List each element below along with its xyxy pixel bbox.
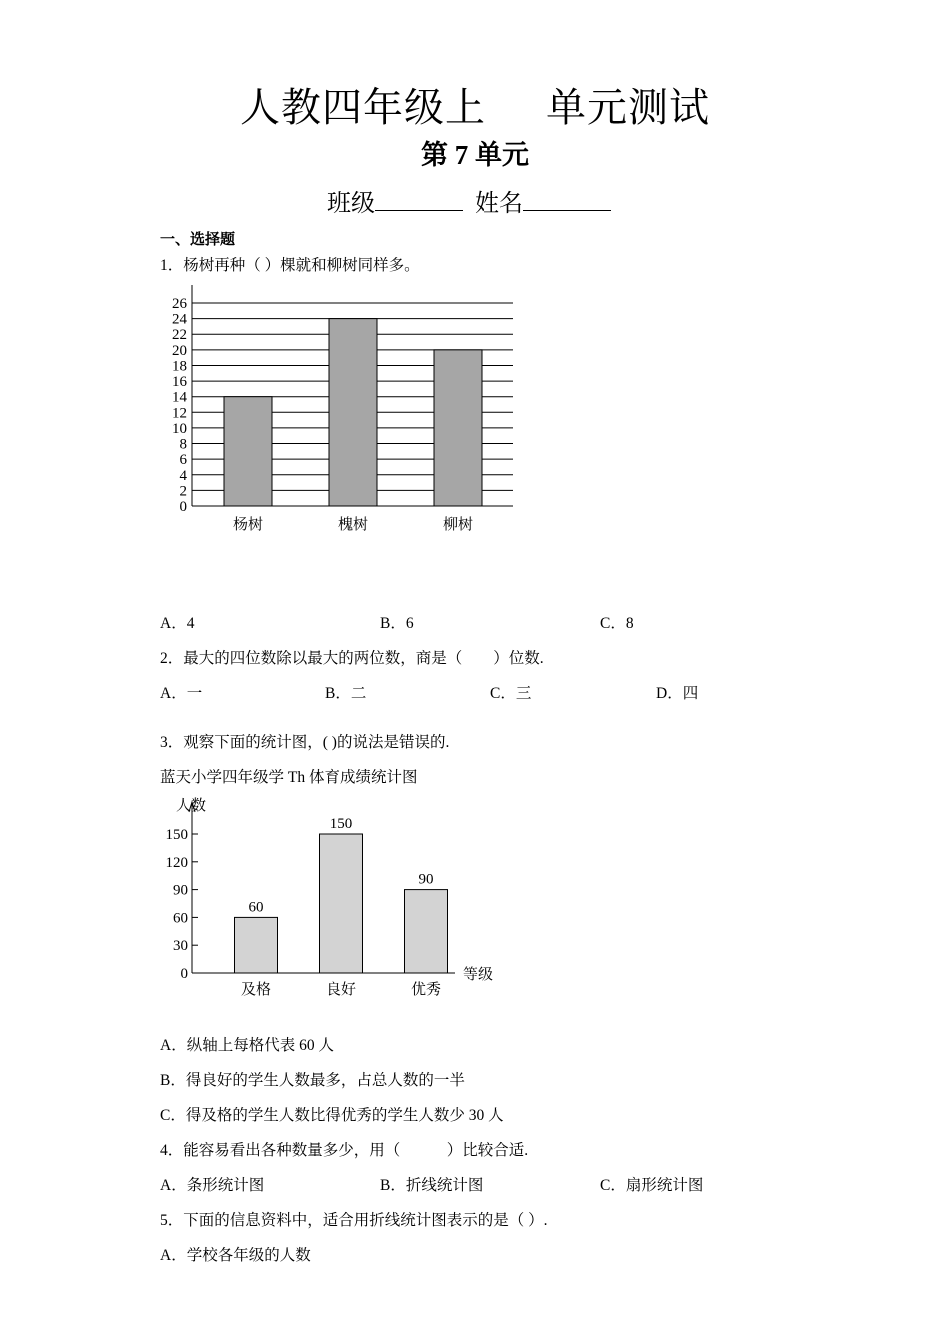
x-category-label: 柳树: [442, 515, 474, 533]
y-tick-label: 90: [173, 882, 188, 899]
y-tick-label: 18: [172, 358, 187, 375]
question-4: 4．能容易看出各种数量多少，用（ ）比较合适.: [160, 1142, 529, 1159]
q2-option-c[interactable]: C．三: [490, 685, 532, 702]
y-tick-label: 2: [179, 483, 187, 500]
data-label: 90: [418, 871, 434, 888]
question-5: 5．下面的信息资料中，适合用折线统计图表示的是（ ）.: [160, 1212, 548, 1229]
question-2: 2．最大的四位数除以最大的两位数，商是（ ）位数.: [160, 650, 544, 667]
q4-option-a[interactable]: A．条形统计图: [160, 1177, 265, 1194]
y-tick-label: 22: [172, 327, 187, 344]
x-category-label: 及格: [240, 980, 272, 998]
q3-option-b[interactable]: B．得良好的学生人数最多，占总人数的一半: [160, 1072, 465, 1089]
q1-option-b[interactable]: B．6: [380, 615, 414, 632]
q2-option-d[interactable]: D．四: [656, 685, 699, 702]
x-category-label: 良好: [325, 980, 357, 998]
y-tick-label: 8: [179, 436, 187, 453]
y-tick-label: 10: [172, 420, 187, 437]
page-title: [0, 76, 950, 133]
q5-option-a[interactable]: A．学校各年级的人数: [160, 1247, 311, 1264]
data-label: 60: [248, 899, 264, 916]
q4-option-b[interactable]: B．折线统计图: [380, 1177, 484, 1194]
y-tick-label: 26: [172, 296, 187, 312]
y-tick-label: 6: [179, 452, 187, 469]
bar: [329, 319, 377, 506]
y-tick-label: 120: [165, 854, 188, 871]
class-name-line: [0, 183, 950, 218]
score-bar-chart: [150, 792, 510, 1002]
x-category-label: 优秀: [410, 980, 442, 998]
y-tick-label: 150: [165, 827, 188, 843]
y-tick-label: 4: [179, 467, 187, 484]
section-heading: 一、选择题: [160, 232, 236, 248]
data-label: 150: [329, 816, 353, 832]
question-1: 1．杨树再种（ ）棵就和柳树同样多。: [160, 257, 420, 274]
q4-option-c[interactable]: C．扇形统计图: [600, 1177, 704, 1194]
question-3: 3．观察下面的统计图，( )的说法是错误的.: [160, 734, 450, 751]
tree-bar-chart: [155, 280, 525, 540]
x-category-label: 杨树: [232, 515, 264, 533]
q1-option-c[interactable]: C．8: [600, 615, 634, 632]
title-right: 单元测试: [546, 85, 710, 131]
y-tick-label: 0: [180, 966, 188, 982]
class-label: 班级: [327, 189, 375, 217]
y-tick-label: 12: [172, 405, 187, 422]
q2-option-b[interactable]: B．二: [325, 685, 367, 702]
y-axis-title: 人数: [176, 796, 207, 814]
title-left: 人教四年级上: [240, 85, 486, 131]
name-label: 姓名: [475, 189, 523, 217]
x-category-label: 槐树: [337, 515, 369, 533]
y-tick-label: 24: [172, 311, 187, 328]
q3-option-c[interactable]: C．得及格的学生人数比得优秀的学生人数少 30 人: [160, 1107, 504, 1124]
x-axis-title: 等级: [463, 965, 494, 983]
class-blank: [375, 188, 463, 211]
bar: [320, 834, 363, 973]
y-tick-label: 20: [172, 342, 187, 359]
y-tick-label: 16: [172, 374, 187, 391]
bar: [224, 397, 272, 506]
y-tick-label: 0: [179, 499, 187, 515]
bar: [434, 350, 482, 506]
bar: [235, 917, 278, 973]
chart-2-title: 蓝天小学四年级学 Th 体育成绩统计图: [160, 769, 418, 786]
q3-option-a[interactable]: A．纵轴上每格代表 60 人: [160, 1037, 334, 1054]
y-tick-label: 30: [173, 938, 188, 955]
bar: [405, 890, 448, 973]
q2-option-a[interactable]: A．一: [160, 685, 203, 702]
name-blank: [523, 188, 611, 211]
y-tick-label: 60: [173, 910, 188, 927]
q1-option-a[interactable]: A．4: [160, 615, 195, 632]
unit-heading: 第 7 单元: [421, 140, 529, 170]
y-tick-label: 14: [172, 389, 187, 406]
